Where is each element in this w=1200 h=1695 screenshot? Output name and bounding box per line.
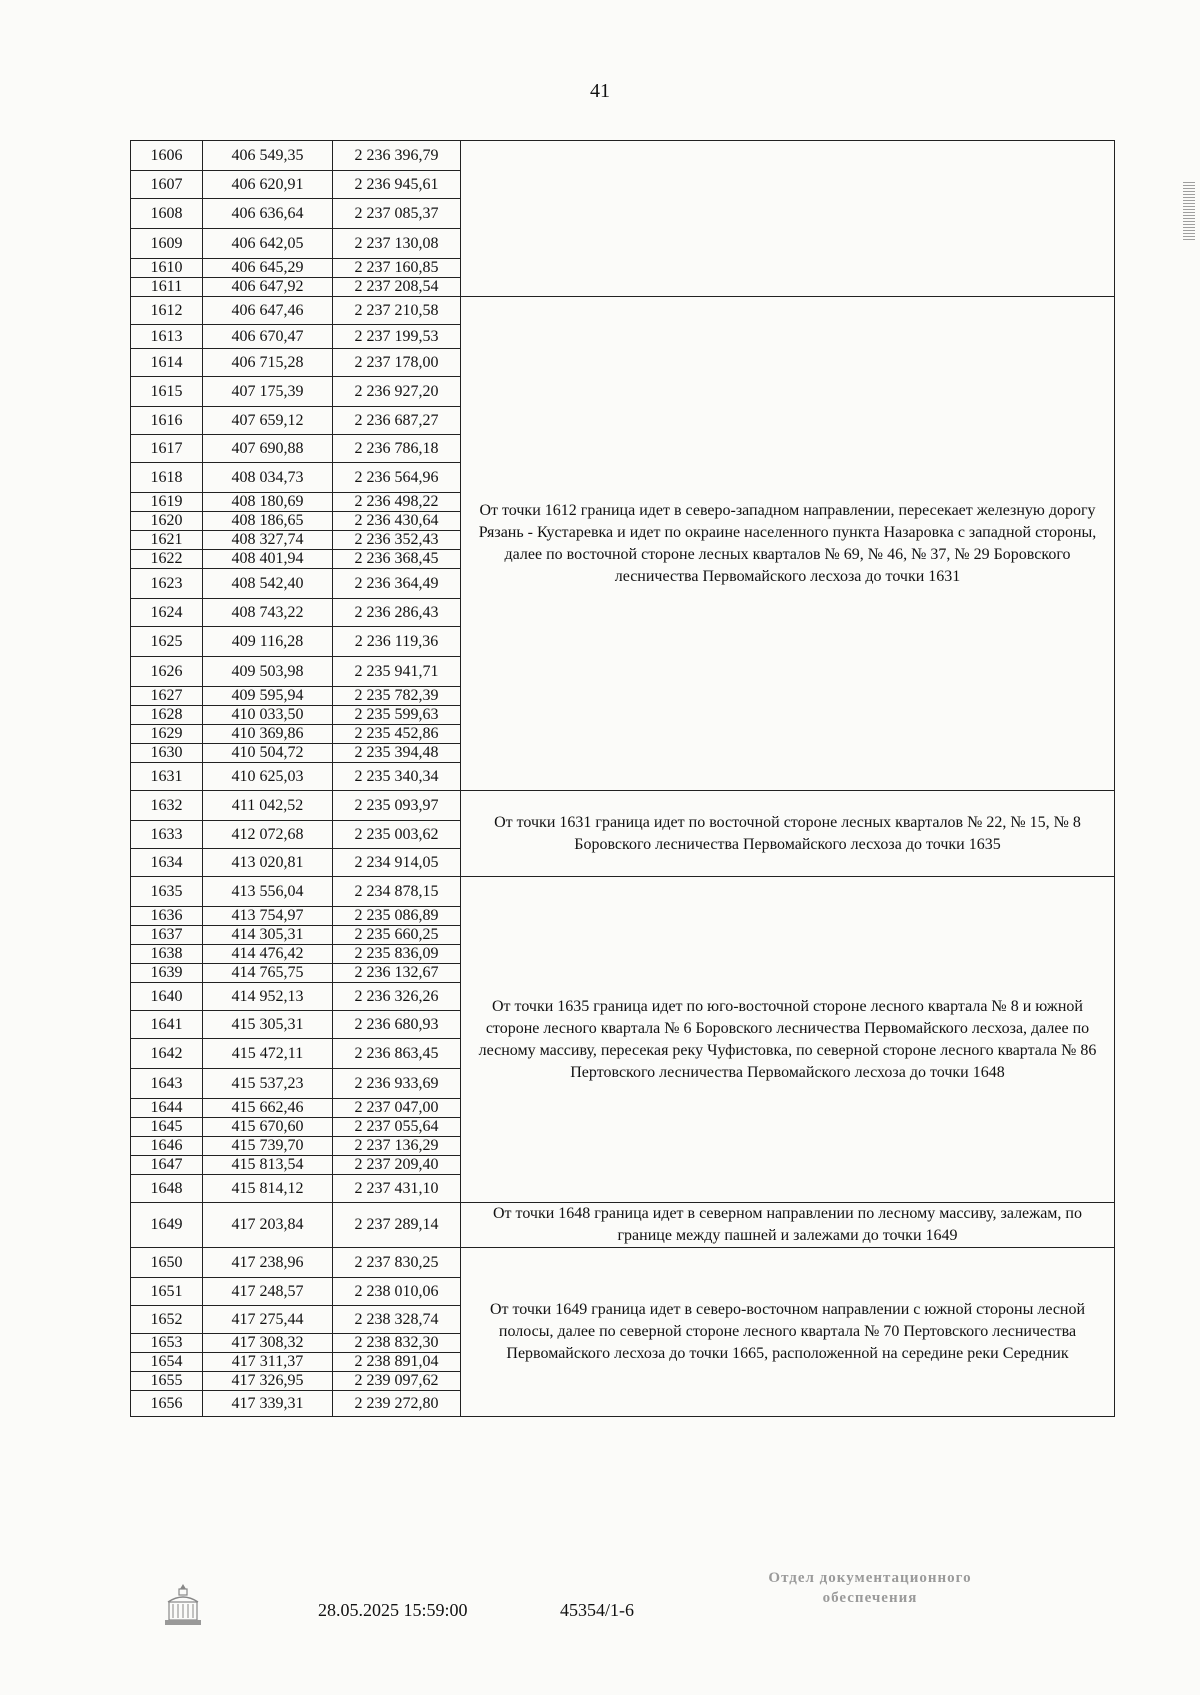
x-coordinate-cell: 406 647,92 — [203, 278, 333, 297]
point-number-cell: 1638 — [131, 945, 203, 964]
y-coordinate-cell: 2 235 941,71 — [333, 657, 461, 687]
point-number-cell: 1631 — [131, 763, 203, 791]
point-number-cell: 1623 — [131, 569, 203, 599]
point-number-cell: 1616 — [131, 407, 203, 435]
point-number-cell: 1610 — [131, 259, 203, 278]
y-coordinate-cell: 2 237 160,85 — [333, 259, 461, 278]
y-coordinate-cell: 2 236 286,43 — [333, 599, 461, 627]
y-coordinate-cell: 2 237 130,08 — [333, 229, 461, 259]
x-coordinate-cell: 417 326,95 — [203, 1372, 333, 1391]
x-coordinate-cell: 410 625,03 — [203, 763, 333, 791]
y-coordinate-cell: 2 236 364,49 — [333, 569, 461, 599]
point-number-cell: 1619 — [131, 493, 203, 512]
y-coordinate-cell: 2 236 680,93 — [333, 1011, 461, 1039]
point-number-cell: 1654 — [131, 1353, 203, 1372]
boundary-description-cell: От точки 1649 граница идет в северо-восточном направлении с южной стороны лесной полосы, далее по северной стороне лесного квартала № 70 Пертовского лесничества Первомайского лесхоза до точки 1665, расположенной на середине реки Середник — [461, 1248, 1115, 1417]
boundary-description-cell: От точки 1631 граница идет по восточной стороне лесных кварталов № 22, № 15, № 8 Боровского лесничества Первомайского лесхоза до точки 1635 — [461, 791, 1115, 877]
x-coordinate-cell: 408 743,22 — [203, 599, 333, 627]
y-coordinate-cell: 2 237 085,37 — [333, 199, 461, 229]
y-coordinate-cell: 2 238 891,04 — [333, 1353, 461, 1372]
x-coordinate-cell: 417 275,44 — [203, 1306, 333, 1334]
y-coordinate-cell: 2 238 832,30 — [333, 1334, 461, 1353]
point-number-cell: 1655 — [131, 1372, 203, 1391]
point-number-cell: 1647 — [131, 1156, 203, 1175]
y-coordinate-cell: 2 238 328,74 — [333, 1306, 461, 1334]
y-coordinate-cell: 2 237 136,29 — [333, 1137, 461, 1156]
x-coordinate-cell: 413 556,04 — [203, 877, 333, 907]
point-number-cell: 1656 — [131, 1391, 203, 1417]
y-coordinate-cell: 2 236 430,64 — [333, 512, 461, 531]
x-coordinate-cell: 409 116,28 — [203, 627, 333, 657]
y-coordinate-cell: 2 237 830,25 — [333, 1248, 461, 1278]
y-coordinate-cell: 2 237 431,10 — [333, 1175, 461, 1203]
point-number-cell: 1637 — [131, 926, 203, 945]
point-number-cell: 1625 — [131, 627, 203, 657]
table-row — [131, 791, 1115, 821]
point-number-cell: 1644 — [131, 1099, 203, 1118]
point-number-cell: 1629 — [131, 725, 203, 744]
x-coordinate-cell: 409 503,98 — [203, 657, 333, 687]
boundary-description-cell — [461, 141, 1115, 297]
point-number-cell: 1617 — [131, 435, 203, 463]
x-coordinate-cell: 414 305,31 — [203, 926, 333, 945]
y-coordinate-cell: 2 235 086,89 — [333, 907, 461, 926]
x-coordinate-cell: 408 034,73 — [203, 463, 333, 493]
x-coordinate-cell: 415 670,60 — [203, 1118, 333, 1137]
point-number-cell: 1607 — [131, 171, 203, 199]
y-coordinate-cell: 2 236 498,22 — [333, 493, 461, 512]
x-coordinate-cell: 408 401,94 — [203, 550, 333, 569]
y-coordinate-cell: 2 235 599,63 — [333, 706, 461, 725]
point-number-cell: 1649 — [131, 1203, 203, 1248]
x-coordinate-cell: 410 033,50 — [203, 706, 333, 725]
x-coordinate-cell: 411 042,52 — [203, 791, 333, 821]
point-number-cell: 1612 — [131, 297, 203, 325]
point-number-cell: 1635 — [131, 877, 203, 907]
y-coordinate-cell: 2 239 272,80 — [333, 1391, 461, 1417]
x-coordinate-cell: 417 203,84 — [203, 1203, 333, 1248]
y-coordinate-cell: 2 237 289,14 — [333, 1203, 461, 1248]
x-coordinate-cell: 417 248,57 — [203, 1278, 333, 1306]
y-coordinate-cell: 2 237 208,54 — [333, 278, 461, 297]
y-coordinate-cell: 2 235 003,62 — [333, 821, 461, 849]
scan-edge-mark — [1183, 180, 1195, 240]
y-coordinate-cell: 2 236 945,61 — [333, 171, 461, 199]
x-coordinate-cell: 406 670,47 — [203, 325, 333, 349]
footer-datetime: 28.05.2025 15:59:00 — [318, 1600, 468, 1620]
x-coordinate-cell: 415 305,31 — [203, 1011, 333, 1039]
point-number-cell: 1652 — [131, 1306, 203, 1334]
point-number-cell: 1643 — [131, 1069, 203, 1099]
table-row — [131, 1248, 1115, 1278]
x-coordinate-cell: 408 542,40 — [203, 569, 333, 599]
table-row — [131, 141, 1115, 171]
point-number-cell: 1650 — [131, 1248, 203, 1278]
boundary-description-cell: От точки 1648 граница идет в северном направлении по лесному массиву, залежам, по границе между пашней и залежами до точки 1649 — [461, 1203, 1115, 1248]
y-coordinate-cell: 2 237 199,53 — [333, 325, 461, 349]
point-number-cell: 1646 — [131, 1137, 203, 1156]
point-number-cell: 1608 — [131, 199, 203, 229]
point-number-cell: 1648 — [131, 1175, 203, 1203]
x-coordinate-cell: 414 765,75 — [203, 964, 333, 983]
y-coordinate-cell: 2 236 564,96 — [333, 463, 461, 493]
table-row — [131, 877, 1115, 907]
y-coordinate-cell: 2 236 863,45 — [333, 1039, 461, 1069]
x-coordinate-cell: 415 537,23 — [203, 1069, 333, 1099]
x-coordinate-cell: 406 642,05 — [203, 229, 333, 259]
department-stamp — [700, 1568, 1040, 1608]
y-coordinate-cell: 2 237 210,58 — [333, 297, 461, 325]
y-coordinate-cell: 2 235 836,09 — [333, 945, 461, 964]
table-row — [131, 297, 1115, 325]
point-number-cell: 1626 — [131, 657, 203, 687]
x-coordinate-cell: 417 238,96 — [203, 1248, 333, 1278]
x-coordinate-cell: 413 754,97 — [203, 907, 333, 926]
point-number-cell: 1614 — [131, 349, 203, 377]
y-coordinate-cell: 2 236 132,67 — [333, 964, 461, 983]
point-number-cell: 1613 — [131, 325, 203, 349]
y-coordinate-cell: 2 236 326,26 — [333, 983, 461, 1011]
x-coordinate-cell: 406 645,29 — [203, 259, 333, 278]
point-number-cell: 1615 — [131, 377, 203, 407]
x-coordinate-cell: 415 739,70 — [203, 1137, 333, 1156]
point-number-cell: 1639 — [131, 964, 203, 983]
point-number-cell: 1653 — [131, 1334, 203, 1353]
point-number-cell: 1642 — [131, 1039, 203, 1069]
point-number-cell: 1622 — [131, 550, 203, 569]
x-coordinate-cell: 406 549,35 — [203, 141, 333, 171]
point-number-cell: 1636 — [131, 907, 203, 926]
y-coordinate-cell: 2 235 782,39 — [333, 687, 461, 706]
y-coordinate-cell: 2 234 878,15 — [333, 877, 461, 907]
x-coordinate-cell: 406 620,91 — [203, 171, 333, 199]
coordinates-table — [130, 140, 1115, 1417]
x-coordinate-cell: 406 636,64 — [203, 199, 333, 229]
point-number-cell: 1609 — [131, 229, 203, 259]
x-coordinate-cell: 415 472,11 — [203, 1039, 333, 1069]
y-coordinate-cell: 2 238 010,06 — [333, 1278, 461, 1306]
x-coordinate-cell: 410 369,86 — [203, 725, 333, 744]
y-coordinate-cell: 2 235 340,34 — [333, 763, 461, 791]
point-number-cell: 1611 — [131, 278, 203, 297]
footer-document-code: 45354/1-6 — [560, 1600, 634, 1620]
y-coordinate-cell: 2 236 396,79 — [333, 141, 461, 171]
point-number-cell: 1621 — [131, 531, 203, 550]
y-coordinate-cell: 2 235 660,25 — [333, 926, 461, 945]
point-number-cell: 1618 — [131, 463, 203, 493]
stamp-line-2: обеспечения — [822, 1590, 918, 1606]
point-number-cell: 1628 — [131, 706, 203, 725]
boundary-description-cell: От точки 1612 граница идет в северо-западном направлении, пересекает железную дорогу Рязань - Кустаревка и идет по окраине населенного пункта Назаровка с западной стороны, далее по восточной стороне лесных кварталов № 69, № 46, № 37, № 29 Боровского лесничества Первомайского лесхоза до точки 1631 — [461, 297, 1115, 791]
y-coordinate-cell: 2 236 687,27 — [333, 407, 461, 435]
point-number-cell: 1634 — [131, 849, 203, 877]
boundary-description-cell: От точки 1635 граница идет по юго-восточной стороне лесного квартала № 8 и южной стороне лесного квартала № 6 Боровского лесничества Первомайского лесхоза, далее по лесному массиву, пересекая реку Чуфистовка, по северной стороне лесного квартала № 86 Пертовского лесничества Первомайского лесхоза до точки 1648 — [461, 877, 1115, 1203]
point-number-cell: 1606 — [131, 141, 203, 171]
point-number-cell: 1645 — [131, 1118, 203, 1137]
point-number-cell: 1630 — [131, 744, 203, 763]
x-coordinate-cell: 406 715,28 — [203, 349, 333, 377]
x-coordinate-cell: 414 952,13 — [203, 983, 333, 1011]
y-coordinate-cell: 2 237 055,64 — [333, 1118, 461, 1137]
emblem-logo — [160, 1580, 206, 1630]
y-coordinate-cell: 2 236 786,18 — [333, 435, 461, 463]
x-coordinate-cell: 407 690,88 — [203, 435, 333, 463]
x-coordinate-cell: 412 072,68 — [203, 821, 333, 849]
point-number-cell: 1633 — [131, 821, 203, 849]
x-coordinate-cell: 407 175,39 — [203, 377, 333, 407]
y-coordinate-cell: 2 236 927,20 — [333, 377, 461, 407]
x-coordinate-cell: 408 327,74 — [203, 531, 333, 550]
y-coordinate-cell: 2 237 209,40 — [333, 1156, 461, 1175]
x-coordinate-cell: 410 504,72 — [203, 744, 333, 763]
y-coordinate-cell: 2 237 178,00 — [333, 349, 461, 377]
point-number-cell: 1651 — [131, 1278, 203, 1306]
y-coordinate-cell: 2 235 093,97 — [333, 791, 461, 821]
y-coordinate-cell: 2 237 047,00 — [333, 1099, 461, 1118]
x-coordinate-cell: 415 662,46 — [203, 1099, 333, 1118]
y-coordinate-cell: 2 236 119,36 — [333, 627, 461, 657]
table-row — [131, 1203, 1115, 1248]
x-coordinate-cell: 417 308,32 — [203, 1334, 333, 1353]
page-number: 41 — [590, 80, 610, 102]
point-number-cell: 1620 — [131, 512, 203, 531]
y-coordinate-cell: 2 234 914,05 — [333, 849, 461, 877]
x-coordinate-cell: 415 813,54 — [203, 1156, 333, 1175]
point-number-cell: 1624 — [131, 599, 203, 627]
y-coordinate-cell: 2 236 933,69 — [333, 1069, 461, 1099]
y-coordinate-cell: 2 236 352,43 — [333, 531, 461, 550]
x-coordinate-cell: 409 595,94 — [203, 687, 333, 706]
x-coordinate-cell: 407 659,12 — [203, 407, 333, 435]
x-coordinate-cell: 406 647,46 — [203, 297, 333, 325]
y-coordinate-cell: 2 239 097,62 — [333, 1372, 461, 1391]
point-number-cell: 1632 — [131, 791, 203, 821]
stamp-line-1: Отдел документационного — [768, 1570, 972, 1586]
x-coordinate-cell: 408 186,65 — [203, 512, 333, 531]
x-coordinate-cell: 415 814,12 — [203, 1175, 333, 1203]
point-number-cell: 1640 — [131, 983, 203, 1011]
x-coordinate-cell: 414 476,42 — [203, 945, 333, 964]
y-coordinate-cell: 2 235 452,86 — [333, 725, 461, 744]
point-number-cell: 1641 — [131, 1011, 203, 1039]
x-coordinate-cell: 417 339,31 — [203, 1391, 333, 1417]
x-coordinate-cell: 413 020,81 — [203, 849, 333, 877]
point-number-cell: 1627 — [131, 687, 203, 706]
y-coordinate-cell: 2 236 368,45 — [333, 550, 461, 569]
y-coordinate-cell: 2 235 394,48 — [333, 744, 461, 763]
x-coordinate-cell: 408 180,69 — [203, 493, 333, 512]
x-coordinate-cell: 417 311,37 — [203, 1353, 333, 1372]
